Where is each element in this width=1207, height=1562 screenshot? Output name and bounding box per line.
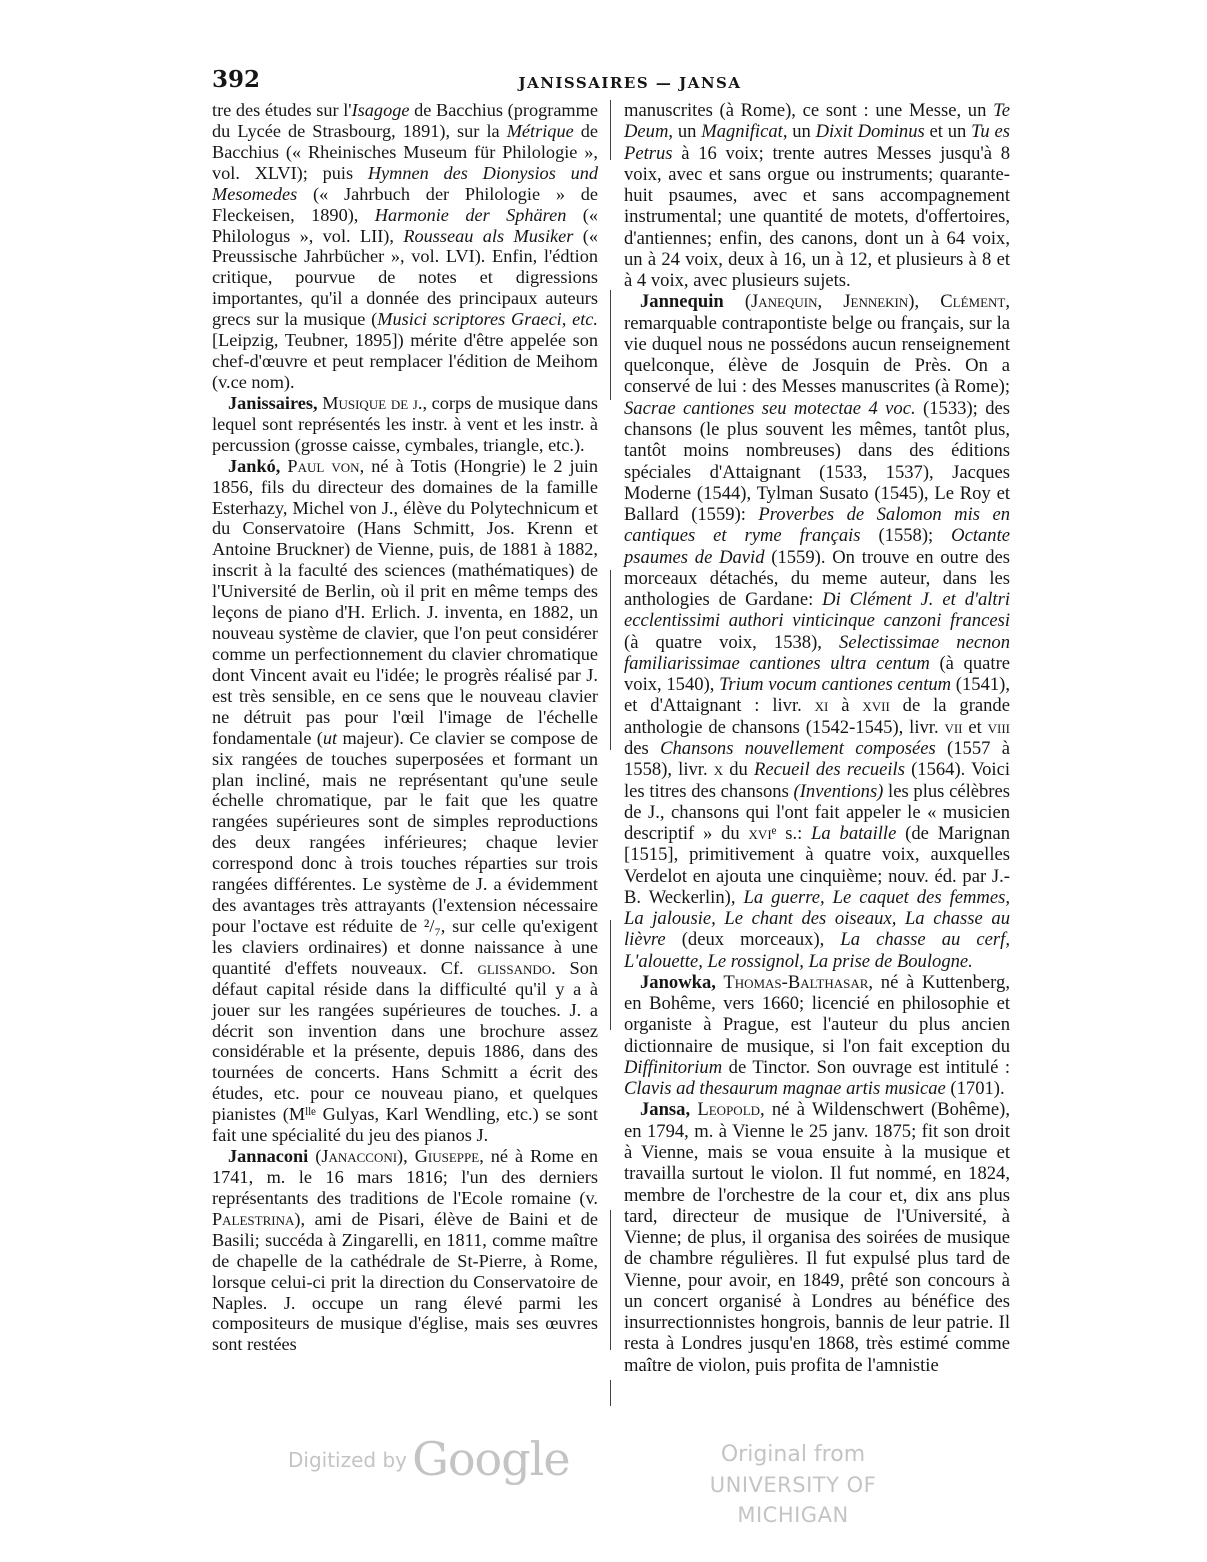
entry-jansa: Jansa, Leopold, né à Wildenschwert (Bohême), en 1794, m. à Vienne le 25 janv. 1875; fit son droit à Vienne, mais se voua ensuite à la musique et travailla surtout le violon. Il fut nommé, en 1824, membre de l'orchestre de la cour et, dix ans plus tard, directeur de musique de l'Université, à Vienne; de plus, il organisa des soirées de musique de chambre régulières. Il fut expulsé plus tard de Vienne, pour avoir, en 1849, prêté son concours à un concert organisé à Londres au bénéfice des insurrectionnistes hongrois, bannis de leur patrie. Il resta à Londres jusqu'en 1868, très estimé comme maître de violon, puis profita de l'amnistie xyxy=(624,1099,1010,1376)
digitized-by-label: Digitized by xyxy=(288,1448,407,1472)
entry-jannequin: Jannequin (Janequin, Jennekin), Clément, remarquable contrapontiste belge ou français, sur la vie duquel nous ne possédons aucun renseignement quelconque, élève de Josquin de Près. On a conservé de lui : des Messes manuscrites (à Rome); Sacrae cantiones seu motectae 4 voc. (1533); des chansons (le plus souvent les mêmes, tantôt plus, tantôt moins nombreuses) dans des éditions spéciales d'Attaignant (1533, 1537), Jacques Moderne (1544), Tylman Susato (1545), Le Roy et Ballard (1559): Proverbes de Salomon mis en cantiques et ryme français (1558); Octante psaumes de David (1559). On trouve en outre des morceaux détachés, du meme auteur, dans les anthologies de Gardane: Di Clément J. et d'altri ecclentissimi authori vinticinque canzoni francesi (à quatre voix, 1538), Selectissimae necnon familiarissimae cantiones ultra centum (à quatre voix, 1540), Trium vocum cantiones centum (1541), et d'Attaignant : livr. xi à xvii de la grande anthologie de chansons (1542-1545), livr. vii et viii des Chansons nouvellement composées (1557 à 1558), livr. x du Recueil des recueils (1564). Voici les titres des chansons (Inventions) les plus célèbres de J., chansons qui l'ont fait appeler le « musicien descriptif » du xviᵉ s.: La bataille (de Marignan [1515], primitivement à quatre voix, auxquelles Verdelot en ajouta une cinquième; nouv. éd. par J.-B. Weckerlin), La guerre, Le caquet des femmes, La jalousie, Le chant des oiseaux, La chasse au lièvre (deux morceaux), La chasse au cerf, L'alouette, Le rossignol, La prise de Boulogne. xyxy=(624,291,1011,972)
entry-bacchius-continued: tre des études sur l'Isagoge de Bacchius (programme du Lycée de Strasbourg, 1891), sur la Métrique de Bacchius (« Rheinisches Museum für Philologie », vol. XLVI); puis Hymnen des Dionysios und Mesomedes (« Jahrbuch der Philologie » de Fleckeisen, 1890), Harmonie der Sphären (« Philologus », vol. LII), Rousseau als Musiker (« Preussische Jahrbücher », vol. LVI). Enfin, l'édtion critique, pourvue de notes et digressions importantes, qu'il a donnée des principaux auteurs grecs sur la musique (Musici scriptores Graeci, etc. [Leipzig, Teubner, 1895]) mérite d'être appelée son chef-d'œuvre et peut remplacer l'édition de Meihom (v.ce nom). xyxy=(212,100,598,392)
entry-janowka: Janowka, Thomas-Balthasar, né à Kuttenberg, en Bohême, vers 1660; licencié en philosophie et organiste à Prague, est l'auteur du plus ancien dictionnaire de musique, si l'on fait exception du Diffinitorium de Tinctor. Son ouvrage est intitulé : Clavis ad thesaurum magnae artis musicae (1701). xyxy=(624,971,1010,1100)
left-column xyxy=(212,100,598,1355)
page-number: 392 xyxy=(212,66,261,93)
running-head: JANISSAIRES — JANSA xyxy=(518,74,742,92)
original-from-label: Original from xyxy=(720,1442,866,1467)
entry-janko: Jankó, Paul von, né à Totis (Hongrie) le 2 juin 1856, fils du directeur des domaines de la famille Esterhazy, Michel von J., élève du Polytechnicum et du Conservatoire (Hans Schmitt, Jos. Krenn et Antoine Bruckner) de Vienne, puis, de 1881 à 1882, inscrit à la faculté des sciences (mathématiques) de l'Université de Berlin, où il prit en même temps des leçons de piano d'H. Erlich. J. inventa, en 1882, un nouveau système de clavier, que l'on peut considérer comme un perfectionnement du clavier chromatique dont Vincent avait eu l'idée; le progrès réalisé par J. est très sensible, en ce sens que le nouveau clavier ne détruit pas pour l'œil l'image de l'échelle fondamentale (ut majeur). Ce clavier se compose de six rangées de touches superposées et formant un plan incliné, mais ne représentant qu'une seule échelle chromatique, par le fait que les quatre rangées supérieures sont de simples reproductions des deux rangées inférieures; chaque levier correspond donc à trois touches réparties sur trois rangées différentes. Le système de J. a évidemment des avantages très attrayants (l'extension nécessaire pour l'octave est réduite de ²/₇, sur celle qu'exigent les claviers ordinaires) et donne naissance à une quantité d'effets nouveaux. Cf. glissando. Son défaut capital réside dans la difficulté qu'il y a à jouer sur les rangées supérieures de touches. J. a décrit son invention dans une brochure assez considérable et la présente, depuis 1886, dans des tournées de concerts. Hans Schmitt a écrit des études, etc. pour ce nouveau piano, et quelques pianistes (Mˡˡᵉ Gulyas, Karl Wendling, etc.) se sont fait une spécialité du jeu des pianos J. xyxy=(212,455,598,1146)
entry-jannaconi-continued: manuscrites (à Rome), ce sont : une Messe, un Te Deum, un Magnificat, un Dixit Dominus et un Tu es Petrus à 16 voix; trente autres Messes jusqu'à 8 voix, avec et sans orgue ou instruments; quarante-huit psaumes, avec et sans accompagnement instrumental; une quantité de motets, d'offertoires, d'antiennes; enfin, des canons, dont un à 64 voix, un à 24 voix, deux à 16, un à 12, et plusieurs à 8 et à 4 voix, avec plusieurs sujets. xyxy=(624,100,1010,292)
google-logo: Google xyxy=(412,1432,570,1486)
library-watermark xyxy=(668,1440,918,1530)
headword: Janowka, xyxy=(640,971,716,993)
entry-janissaires: Janissaires, Musique de j., corps de musique dans lequel sont représentés les instr. à vent et les instr. à percussion (grosse caisse, cymbales, triangle, etc.). xyxy=(212,392,598,455)
university-label: UNIVERSITY OF MICHIGAN xyxy=(709,1473,877,1527)
headword: Jankó, xyxy=(228,455,281,476)
headword: Jannaconi xyxy=(228,1146,309,1167)
column-divider xyxy=(610,100,611,1406)
headword: Jannequin xyxy=(640,291,724,313)
headword: Janissaires, xyxy=(228,392,318,413)
entry-jannaconi: Jannaconi (Janacconi), Giuseppe, né à Rome en 1741, m. le 16 mars 1816; l'un des derniers représentants des traditions de l'Ecole romaine (v. Palestrina), ami de Pisari, élève de Baini et de Basili; succéda à Zingarelli, en 1811, comme maître de chapelle de la cathédrale de St-Pierre, à Rome, lorsque celui-ci prit la direction du Conservatoire de Naples. J. occupe un rang élevé parmi les compositeurs de musique d'église, mais ses œuvres sont restées xyxy=(212,1146,598,1355)
headword: Jansa, xyxy=(640,1099,691,1121)
google-watermark xyxy=(288,1432,570,1486)
right-column xyxy=(624,100,1010,1376)
